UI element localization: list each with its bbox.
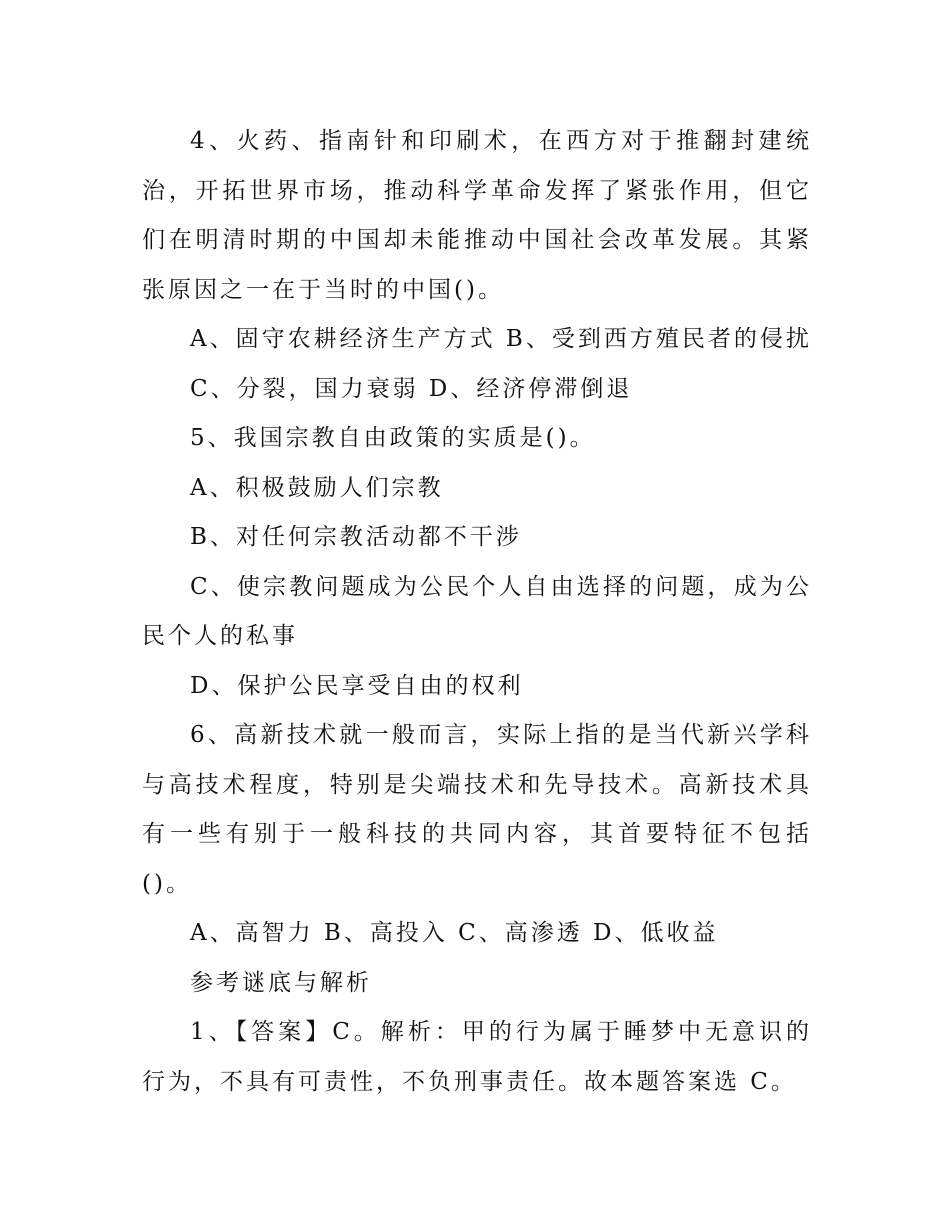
question-5-option-c: C、使宗教问题成为公民个人自由选择的问题，成为公民个人的私事 xyxy=(142,573,812,649)
question-5-option-b: B、对任何宗教活动都不干涉 xyxy=(190,524,522,550)
document-body xyxy=(142,117,812,1107)
question-5-stem: 5、我国宗教自由政策的实质是()。 xyxy=(190,425,596,451)
question-4-stem: 4、火药、指南针和印刷术，在西方对于推翻封建统治，开拓世界市场，推动科学革命发挥了紧张作用，但它们在明清时期的中国却未能推动中国社会改革发展。其紧张原因之一在于当时的中国()。 xyxy=(142,128,812,303)
answer-1: 1、【答案】C。解析：甲的行为属于睡梦中无意识的行为，不具有可责性，不负刑事责任。故本题答案选 C。 xyxy=(142,1019,812,1095)
question-5-option-a: A、积极鼓励人们宗教 xyxy=(190,474,444,501)
question-6-stem: 6、高新技术就一般而言，实际上指的是当代新兴学科与高技术程度，特别是尖端技术和先导技术。高新技术具有一些有别于一般科技的共同内容，其首要特征不包括()。 xyxy=(142,722,812,897)
question-4-options-ab: A、固守农耕经济生产方式 B、受到西方殖民者的侵扰 xyxy=(190,326,812,352)
question-5-option-d: D、保护公民享受自由的权利 xyxy=(190,672,524,699)
question-6-options: A、高智力 B、高投入 C、高渗透 D、低收益 xyxy=(190,920,719,946)
question-4-options-cd: C、分裂，国力衰弱 D、经济停滞倒退 xyxy=(190,375,633,402)
answers-heading: 参考谜底与解析 xyxy=(190,969,372,996)
